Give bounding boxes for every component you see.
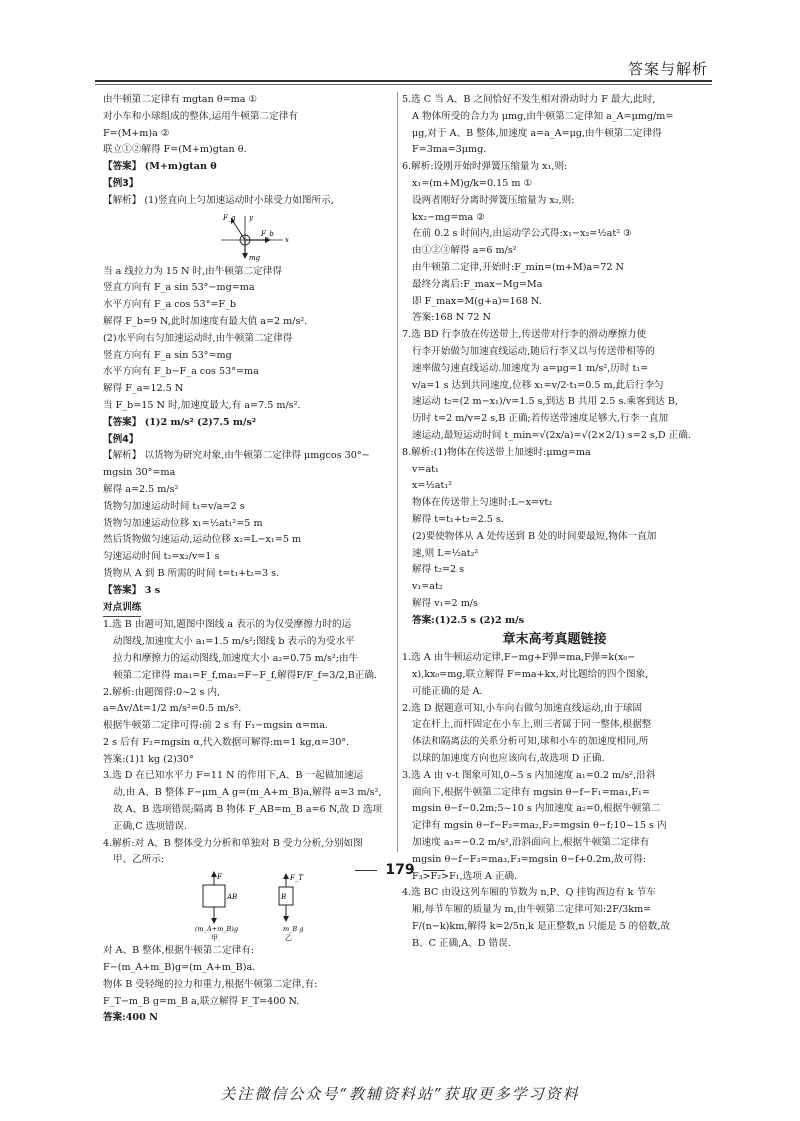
text-line: v₁=at₂: [412, 581, 443, 593]
text-line: 可能正确的是 A.: [412, 685, 483, 697]
text-line: 货物从 A 到 B 所需的时间 t=t₁+t₂=3 s.: [103, 567, 280, 579]
text-line: 速运动 t₂=(2 m−x₁)/v=1.5 s,到达 B 共用 2.5 s.乘客到达 B,: [412, 396, 678, 408]
text-line: mgsin θ−f−0.2m;5~10 s 内加速度 a₂=0,根据牛顿第二: [412, 803, 661, 815]
text-line: 由牛顿第二定律有 mgtan θ=ma ①: [103, 94, 258, 105]
caption-yi: 乙: [285, 934, 292, 942]
text-line: 竖直方向有 F_a sin 53°−mg=ma: [103, 282, 255, 294]
right-column: [402, 92, 707, 953]
text-line: 由牛顿第二定律,开始时:F_min=(m+M)a=72 N: [412, 261, 624, 273]
caption-jia: 甲: [211, 934, 218, 942]
text-line: 速,则 L=½at₂²: [412, 547, 479, 559]
answer-line: 答案:168 N 72 N: [412, 312, 491, 324]
text-line: 对小车和小球组成的整体,运用牛顿第二定律有: [103, 110, 298, 122]
page-number-dash-right: [423, 870, 445, 871]
answer-line: 【答案】 3 s: [103, 584, 161, 596]
text-line: 加速度 a₃=−0.2 m/s²,沿斜面向上,根据牛顿第二定律有: [412, 837, 650, 849]
header-rule: [95, 80, 712, 82]
section-heading: 对点训练: [103, 600, 141, 618]
text-line: 2 s 后有 F₂=mgsin α,代入数据可解得:m=1 kg,α=30°.: [103, 736, 350, 748]
text-line: 解得 t₂=2 s: [412, 564, 465, 576]
text-line: F₃>F₂>F₁,选项 A 正确.: [412, 870, 518, 882]
text-line: 最终分离后:F_max−Mg=Ma: [412, 278, 543, 290]
text-line: 物体 B 受轻绳的拉力和重力,根据牛顿第二定律,有:: [103, 978, 318, 990]
text-line: x₁=(m+M)g/k=0.15 m ①: [412, 177, 533, 189]
text-line: 6.解析:设刚开始时弹簧压缩量为 x₁,则:: [402, 161, 568, 173]
force-diagram-ball: [103, 212, 393, 262]
text-line: 正确,C 选项错误.: [113, 820, 188, 832]
text-line: 厢,每节车厢的质量为 m,由牛顿第二定律可知:2F/3km=: [412, 904, 652, 916]
text-line: F=(M+m)a ②: [103, 127, 170, 139]
text-line: 当 F_b=15 N 时,加速度最大,有 a=7.5 m/s².: [103, 399, 301, 411]
text-line: 4.选 BC 由设这列车厢的节数为 n,P、Q 挂钩西边有 k 节车: [402, 887, 656, 899]
text-line: 3.选 D 在已知水平力 F=11 N 的作用下,A、B 一起做加速运: [103, 770, 364, 782]
label-y: y: [249, 213, 253, 222]
text-line: 历时 t=2 m/v=2 s,B 正确;若传送带速度足够大,行李一直加: [412, 413, 669, 425]
text-line: (2)水平向右匀加速运动时,由牛顿第二定律得: [103, 332, 293, 344]
text-line: 1.选 A 由牛顿运动定律,F−mg+F弹=ma,F弹=k(x₀−: [402, 652, 636, 664]
text-line: 体法和隔离法的关系分析可知,球和小车的加速度相同,所: [412, 736, 649, 748]
text-line: 定律有 mgsin θ−f−F₂=ma₂,F₂=mgsin θ−f;10~15 s 内: [412, 820, 667, 832]
text-line: F_T−m_B g=m_B a,联立解得 F_T=400 N.: [103, 995, 300, 1007]
text-line: 水平方向有 F_a cos 53°=F_b: [103, 299, 237, 311]
text-line: 物体在传送带上匀速时:L−x=vt₂: [412, 497, 553, 509]
text-line: v=at₁: [412, 463, 439, 475]
text-line: 货物匀加速运动位移 x₁=½at₁²=5 m: [103, 517, 263, 529]
text-line: 3.选 A 由 v-t 图象可知,0~5 s 内加速度 a₁=0.2 m/s²,沿斜: [402, 769, 656, 781]
text-line: 动图线,加速度大小 a₁=1.5 m/s²;图线 b 表示的为受水平: [113, 636, 355, 648]
label-ft: F_T: [290, 874, 304, 883]
text-line: 【解析】 以货物为研究对象,由牛顿第二定律得 μmgcos 30°−: [103, 450, 370, 462]
page-number-dash-left: [355, 870, 377, 871]
text-line: B、C 正确,A、D 错误.: [412, 937, 511, 949]
label-b: B: [281, 893, 287, 902]
left-column: [103, 92, 393, 1027]
text-line: 当 a 线拉力为 15 N 时,由牛顿第二定律得: [103, 265, 282, 277]
text-line: 根据牛顿第二定律可得:前 2 s 有 F₁−mgsin α=ma.: [103, 720, 328, 732]
text-line: 解得 v₁=2 m/s: [412, 597, 478, 609]
text-line: 水平方向有 F_b−F_a cos 53°=ma: [103, 366, 259, 378]
example-heading: 【例4】: [103, 433, 139, 445]
answer-line: 答案:(1)2.5 s (2)2 m/s: [412, 614, 525, 626]
text-line: 解得 t=t₁+t₂=2.5 s.: [412, 513, 504, 525]
label-fa: F_a: [223, 213, 236, 222]
column-divider: [397, 92, 398, 852]
text-line: (2)要使物体从 A 处传送到 B 处的时间要最短,物体一直加: [412, 530, 657, 542]
text-line: 速运动,最短运动时间 t_min=√(2x/a)=√(2×2/1) s=2 s,D 正确.: [412, 429, 691, 441]
text-line: 对 A、B 整体,根据牛顿第二定律有:: [103, 945, 255, 957]
label-ab: AB: [227, 893, 238, 902]
text-line: 行李开始做匀加速直线运动,随后行李又以与传送带相等的: [412, 345, 655, 357]
text-line: 由①②③解得 a=6 m/s²: [412, 245, 517, 257]
text-line: 甲、乙所示:: [113, 854, 165, 866]
page-number: [0, 862, 800, 878]
label-b-weight: m_B g: [283, 925, 304, 934]
text-line: 货物匀加速运动时间 t₁=v/a=2 s: [103, 500, 245, 512]
example-heading: 【例3】: [103, 177, 139, 189]
text-line: F/(n−k)km,解得 k=2/5n,k 是正整数,n 只能是 5 的倍数,故: [412, 921, 671, 933]
text-line: 2.选 D 据题意可知,小车向右做匀加速直线运动,由于球固: [402, 702, 643, 714]
text-line: 2.解析:由题图得:0~2 s 内,: [103, 686, 221, 698]
text-line: 拉力和摩擦力的运动图线,加速度大小 a₂=0.75 m/s²;由牛: [113, 652, 359, 664]
text-line: a=Δv/Δt=1/2 m/s²=0.5 m/s².: [103, 703, 242, 715]
text-line: mgsin 30°=ma: [103, 467, 176, 479]
answer-line: 答案:(1)1 kg (2)30°: [103, 753, 194, 765]
text-line: 然后货物做匀速运动,运动位移 x₂=L−x₁=5 m: [103, 534, 302, 546]
text-line: v/a=1 s 达到共同速度,位移 x₁=v/2·t₁=0.5 m,此后行李匀: [412, 379, 664, 391]
answer-line: 【答案】 (1)2 m/s² (2)7.5 m/s²: [103, 416, 257, 428]
header-title: 答案与解析: [627, 60, 708, 78]
text-line: 7.选 BD 行李放在传送带上,传送带对行李的滑动摩擦力使: [402, 329, 647, 341]
text-line: 解得 F_b=9 N,此时加速度有最大值 a=2 m/s².: [103, 315, 308, 327]
text-line: mgsin θ−f−F₃=ma₃,F₃=mgsin θ−f+0.2m,故可得:: [412, 853, 646, 865]
label-fb: F_b: [261, 229, 274, 238]
text-line: 4.解析:对 A、B 整体受力分析和单独对 B 受力分析,分别如图: [103, 837, 363, 849]
text-line: 速率做匀速直线运动.加速度为 a=μg=1 m/s²,历时 t₁=: [412, 362, 649, 374]
text-line: x),kx₀=mg,联立解得 F=ma+kx,对比题给的四个图象,: [412, 669, 649, 681]
answer-line: 答案:400 N: [103, 1012, 158, 1024]
text-line: F−(m_A+m_B)g=(m_A+m_B)a.: [103, 962, 256, 974]
text-line: 【解析】 (1)竖直向上匀加速运动时小球受力如图所示,: [103, 194, 334, 206]
chapter-section-title: 章末高考真题链接: [502, 631, 607, 647]
text-line: kx₂−mg=ma ②: [412, 211, 485, 223]
text-line: 解得 a=2.5 m/s²: [103, 483, 179, 495]
text-line: 定在杆上,而杆固定在小车上,则三者属于同一整体,根据整: [412, 719, 652, 731]
text-line: 顿第二定律得 ma₁=F_f,ma₂=F−F_f,解得F/F_f=3/2,B正确.: [113, 669, 378, 681]
text-line: 8.解析:(1)物体在传送带上加速时:μmg=ma: [402, 446, 591, 458]
text-line: 在前 0.2 s 时间内,由运动学公式得:x₁−x₂=½at² ③: [412, 228, 632, 240]
label-f: F: [217, 873, 222, 882]
text-line: 故 A、B 选项错误;隔离 B 物体 F_AB=m_B a=6 N,故 D 选项: [113, 804, 383, 816]
text-line: 设两者刚好分离时弹簧压缩量为 x₂,则:: [412, 194, 575, 206]
text-line: A 物体所受的合力为 μmg,由牛顿第二定律知 a_A=μmg/m=: [412, 110, 674, 122]
text-line: 动,由 A、B 整体 F−μm_A g=(m_A+m_B)a,解得 a=3 m/s²,: [113, 787, 382, 799]
force-diagram-ab: [103, 871, 393, 941]
text-line: 匀速运动时间 t₂=x₂/v=1 s: [103, 551, 220, 563]
text-line: 解得 F_a=12.5 N: [103, 383, 184, 395]
text-line: 以球的加速度方向也应该向右,故选项 D 正确.: [412, 753, 605, 765]
text-line: 竖直方向有 F_a sin 53°=mg: [103, 349, 232, 361]
text-line: 面向下,根据牛顿第二定律有 mgsin θ−f−F₁=ma₁,F₁=: [412, 786, 650, 798]
text-line: F=3ma=3μmg.: [412, 144, 487, 156]
text-line: 5.选 C 当 A、B 之间恰好不发生相对滑动时力 F 最大,此时,: [402, 94, 656, 105]
footer-watermark: 关注微信公众号“教辅资料站”获取更多学习资料: [220, 1085, 580, 1103]
label-ab-weight: (m_A+m_B)g: [195, 925, 238, 934]
text-line: x=½at₁²: [412, 480, 453, 492]
text-line: 联立①②解得 F=(M+m)gtan θ.: [103, 144, 247, 156]
text-line: 即 F_max=M(g+a)=168 N.: [412, 295, 542, 307]
label-x: x: [285, 235, 289, 244]
page-number-value: 179: [385, 862, 415, 878]
header-rule-thin: [95, 84, 712, 85]
text-line: μg,对于 A、B 整体,加速度 a=a_A=μg,由牛顿第二定律得: [412, 127, 662, 139]
text-line: 1.选 B 由题可知,题图中图线 a 表示的为仅受摩擦力时的运: [103, 619, 352, 631]
answer-line: 【答案】 (M+m)gtan θ: [103, 161, 217, 173]
label-mg: mg: [249, 253, 261, 262]
